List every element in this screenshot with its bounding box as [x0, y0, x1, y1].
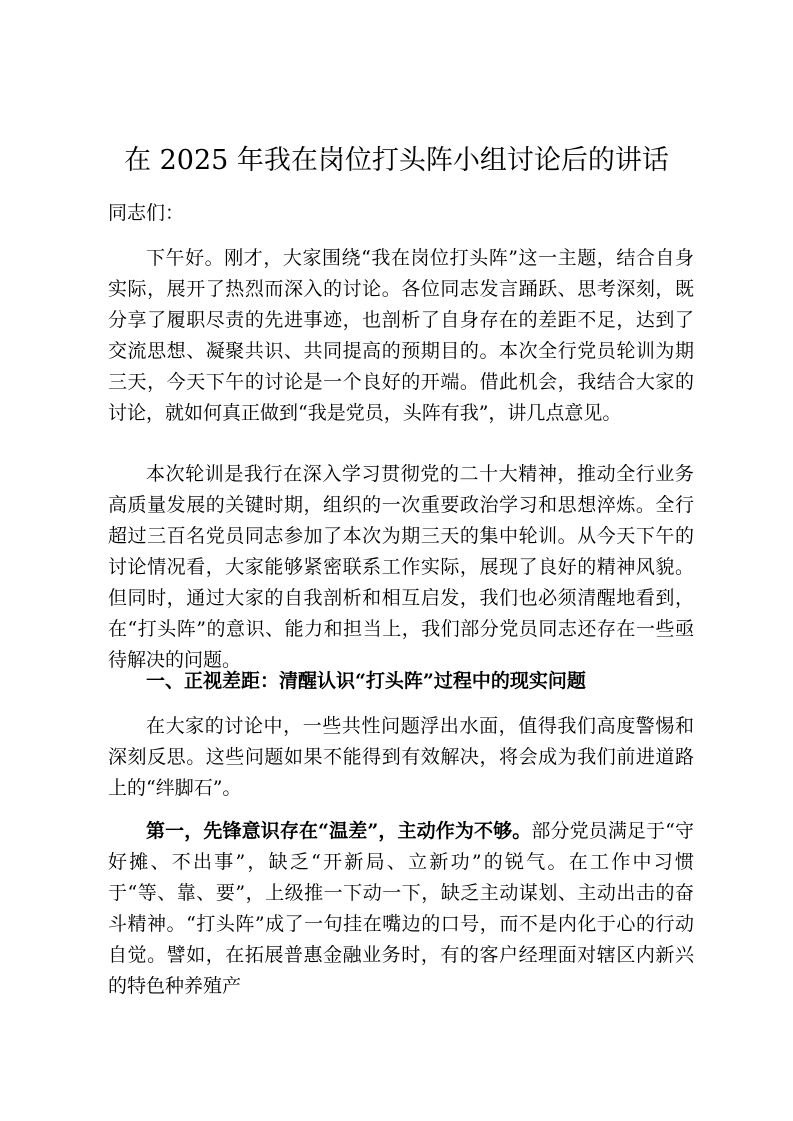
section-heading: 一、正视差距：清醒认识“打头阵”过程中的现实问题 [146, 670, 586, 692]
point-one-text: 部分党员满足于“守好摊、不出事”，缺乏“开新局、立新功”的锐气。在工作中习惯于“等、靠、要”，上级推一下动一下，缺乏主动谋划、主动出击的奋斗精神。“打头阵”成了一句挂在嘴边的口号，而不是内化于心的行动自觉。譬如，在拓展普惠金融业务时，有的客户经理面对辖区内新兴的特色种养殖产 [108, 820, 695, 997]
paragraph-point-one [108, 816, 694, 1002]
point-one-lead: 第一，先锋意识存在“温差”，主动作为不够。 [146, 820, 532, 842]
paragraph-background: 本次轮训是我行在深入学习贯彻党的二十大精神，推动全行业务高质量发展的关键时期，组织的一次重要政治学习和思想淬炼。全行超过三百名党员同志参加了本次为期三天的集中轮训。从今天下午的讨论情况看，大家能够紧密联系工作实际，展现了良好的精神风貌。但同时，通过大家的自我剖析和相互启发，我们也必须清醒地看到，在“打头阵”的意识、能力和担当上，我们部分党员同志还存在一些亟待解决的问题。 [108, 463, 694, 671]
paragraph-section-intro: 在大家的讨论中，一些共性问题浮出水面，值得我们高度警惕和深刻反思。这些问题如果不能得到有效解决，将会成为我们前进道路上的“绊脚石”。 [108, 715, 694, 799]
document-title: 在 2025 年我在岗位打头阵小组讨论后的讲话 [124, 145, 669, 176]
paragraph-opening: 下午好。刚才，大家围绕“我在岗位打头阵”这一主题，结合自身实际，展开了热烈而深入的讨论。各位同志发言踊跃、思考深刻，既分享了履职尽责的先进事迹，也剖析了自身存在的差距不足，达到了交流思想、凝聚共识、共同提高的预期目的。本次全行党员轮训为期三天，今天下午的讨论是一个良好的开端。借此机会，我结合大家的讨论，就如何真正做到“我是党员，头阵有我”，讲几点意见。 [108, 247, 694, 424]
salutation: 同志们： [108, 202, 185, 224]
